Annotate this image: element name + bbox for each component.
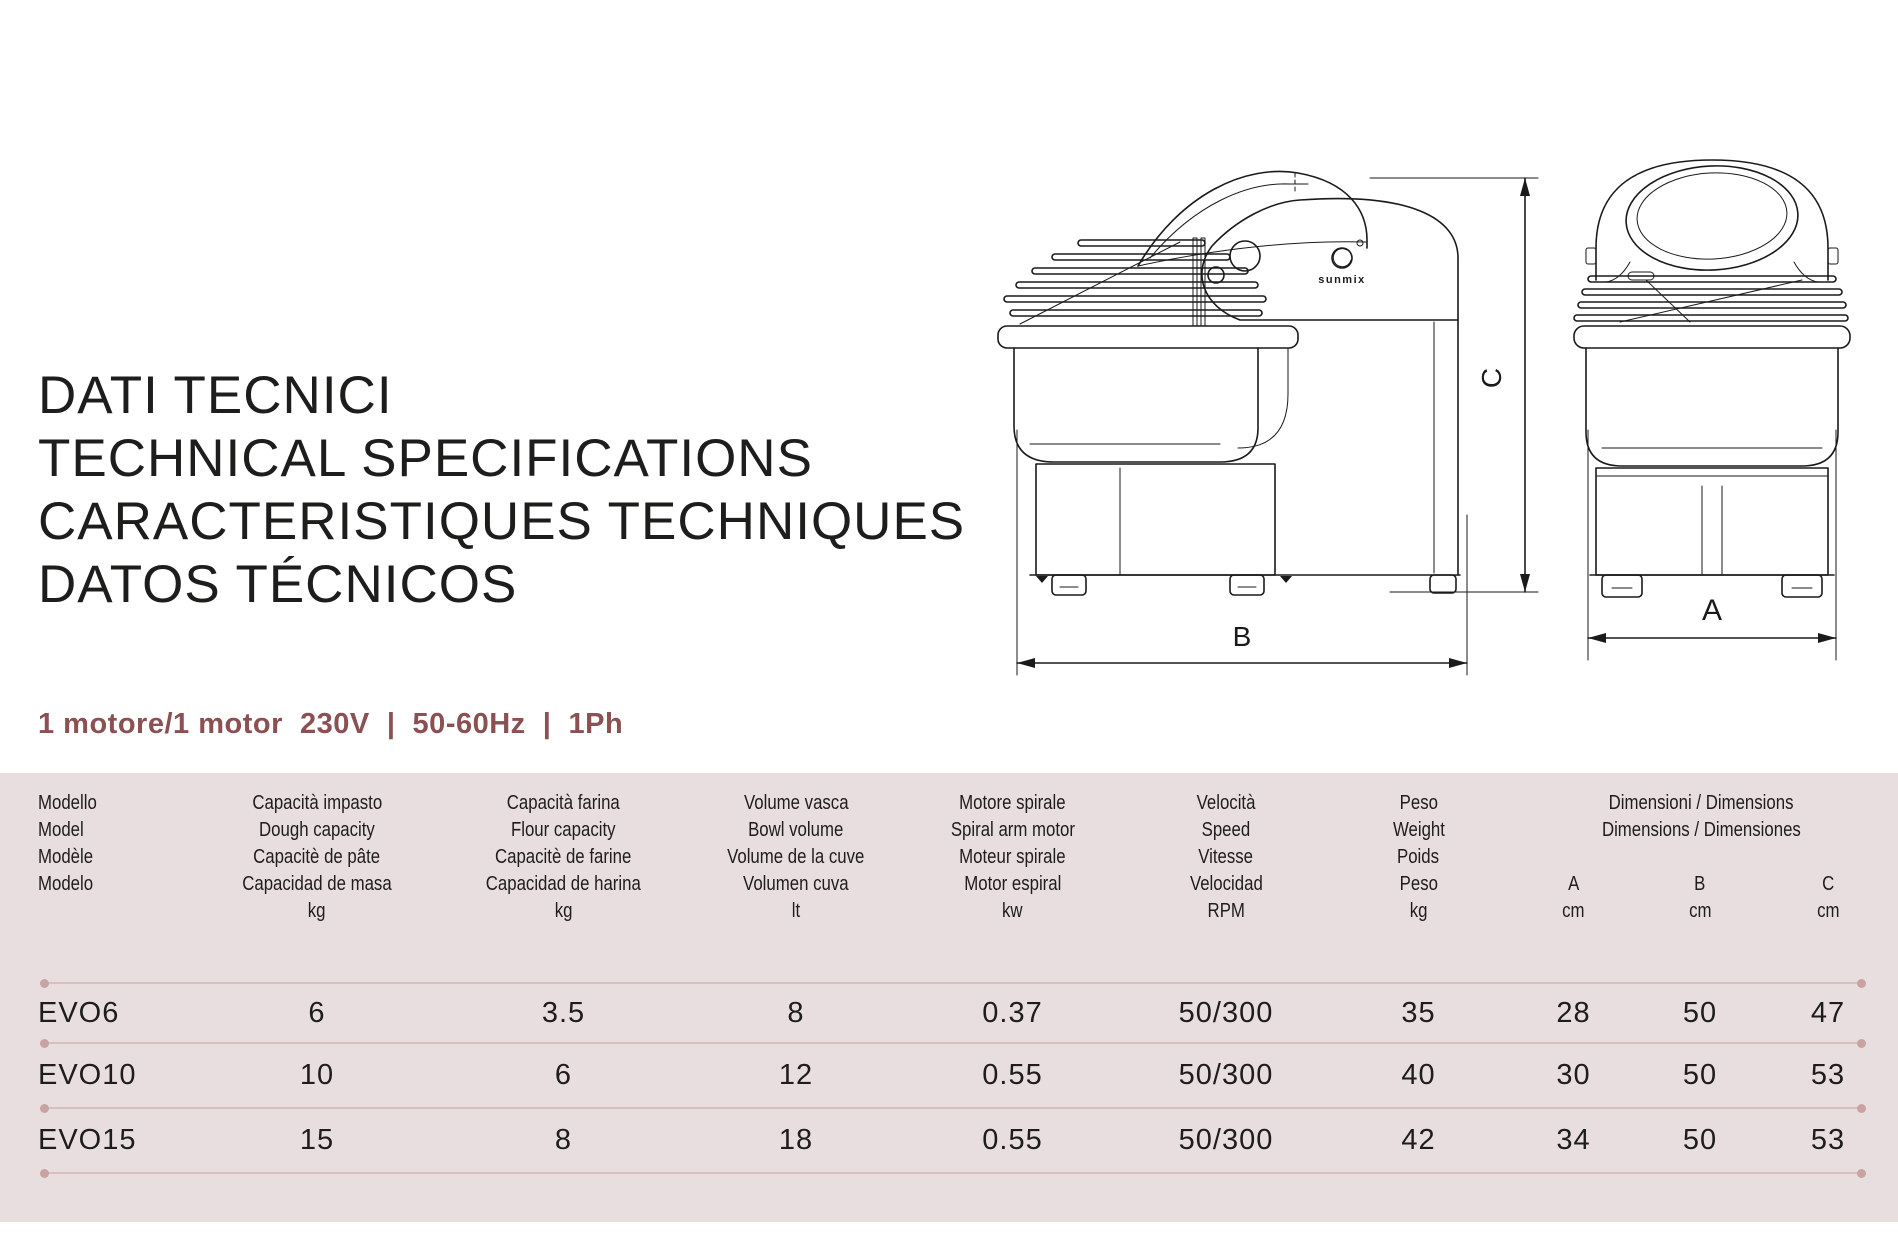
dimension-b — [1017, 430, 1467, 675]
value-flour: 6 — [554, 1059, 573, 1091]
header-motor-line3 — [905, 844, 1120, 871]
table-row-evo6 — [0, 984, 1898, 1042]
header-weight-line5 — [1332, 898, 1505, 925]
value-dim-c: 53 — [1810, 1059, 1846, 1091]
header-dough-line5-label: kg — [308, 900, 326, 922]
header-motor-line4-label: Motor espiral — [963, 873, 1062, 895]
header-dough-line2-label: Dough capacity — [259, 819, 375, 841]
header-model-line2 — [0, 817, 194, 844]
header-speed-line4-label: Velocidad — [1189, 873, 1263, 895]
header-speed-line5 — [1120, 898, 1332, 925]
header-dough-line1-label: Capacità impasto — [252, 792, 382, 814]
value-dim-a: 30 — [1556, 1059, 1591, 1091]
header-flour-line3-label: Capacitè de farine — [495, 846, 632, 868]
title-english: TECHNICAL SPECIFICATIONS — [38, 429, 813, 488]
header-dimensions-group-line1-label: Dimensioni / Dimensions — [1609, 792, 1794, 814]
header-flour-line1-label: Capacità farina — [506, 792, 621, 814]
front-view-drawing — [1574, 160, 1850, 660]
header-bowl-line2 — [687, 817, 905, 844]
header-speed-line3-label: Vitesse — [1198, 846, 1254, 868]
header-speed-line3 — [1120, 844, 1332, 871]
header-bowl-line5-label: lt — [791, 900, 801, 922]
header-flour-line5 — [440, 898, 687, 925]
header-weight-line4 — [1332, 871, 1505, 898]
title-italian: DATI TECNICI — [38, 366, 393, 425]
header-bowl-line3-label: Volume de la cuve — [727, 846, 865, 868]
header-model-line3 — [0, 844, 194, 871]
value-weight: 40 — [1401, 1059, 1436, 1091]
header-dim-a-line5-label: cm — [1562, 900, 1585, 922]
header-dim-b-line5 — [1642, 898, 1758, 925]
header-motor-line5-label: kw — [1002, 900, 1023, 922]
header-speed-line4 — [1120, 871, 1332, 898]
header-dough-line1 — [194, 790, 440, 817]
header-model-line4 — [0, 871, 194, 898]
value-motor: 0.37 — [982, 996, 1043, 1029]
header-dim-b-line5-label: cm — [1688, 900, 1712, 922]
value-dough: 15 — [299, 1124, 335, 1156]
value-bowl: 18 — [778, 1124, 814, 1156]
dimension-b-label: B — [1232, 621, 1252, 652]
header-flour-line4 — [440, 871, 687, 898]
header-weight-line5-label: kg — [1409, 900, 1428, 922]
value-dim-c: 47 — [1810, 996, 1846, 1029]
header-dim-a-line4 — [1505, 871, 1642, 898]
header-speed-line2 — [1120, 817, 1332, 844]
header-motor-line4 — [905, 871, 1120, 898]
header-speed-line5-label: RPM — [1207, 900, 1245, 922]
header-dough-line4 — [194, 871, 440, 898]
header-model-line3-label: Modèle — [38, 846, 94, 868]
header-weight-line3 — [1332, 844, 1505, 871]
header-dough-line2 — [194, 817, 440, 844]
side-view-drawing — [998, 171, 1467, 675]
header-dimensions-group-line1 — [1505, 790, 1898, 817]
page-title-block — [38, 364, 965, 616]
spec-table — [0, 773, 1898, 1222]
header-dim-b-line4-label: B — [1694, 873, 1706, 895]
header-bowl-line5 — [687, 898, 905, 925]
header-dough-line4-label: Capacidad de masa — [242, 873, 392, 895]
dimension-c-label: C — [1476, 367, 1507, 389]
value-speed: 50/300 — [1178, 1059, 1274, 1091]
value-weight: 35 — [1401, 996, 1436, 1029]
header-bowl-line3 — [687, 844, 905, 871]
header-flour-line2 — [440, 817, 687, 844]
header-weight-line2 — [1332, 817, 1505, 844]
row-separator — [44, 1172, 1862, 1174]
header-flour-line1 — [440, 790, 687, 817]
header-flour-line5-label: kg — [554, 900, 573, 922]
header-motor-line3-label: Moteur spirale — [959, 846, 1066, 868]
header-speed-line2-label: Speed — [1201, 819, 1251, 841]
header-dim-c-line4-label: C — [1821, 873, 1835, 895]
value-dim-c: 53 — [1810, 1124, 1846, 1156]
header-motor-line2-label: Spiral arm motor — [950, 819, 1075, 841]
table-row-evo15 — [0, 1109, 1898, 1172]
value-dim-b: 50 — [1682, 996, 1718, 1029]
header-dimensions-group-line2 — [1505, 817, 1898, 844]
header-weight-line3-label: Poids — [1397, 846, 1440, 868]
header-dim-c-line5 — [1758, 898, 1898, 925]
header-dough-line3-label: Capacitè de pâte — [253, 846, 381, 868]
value-bowl: 8 — [787, 996, 805, 1029]
header-dough-line3 — [194, 844, 440, 871]
dimension-a-label: A — [1701, 594, 1723, 627]
header-model-line2-label: Model — [38, 819, 84, 841]
header-weight-line1 — [1332, 790, 1505, 817]
header-flour-line3 — [440, 844, 687, 871]
value-speed: 50/300 — [1178, 1124, 1274, 1156]
header-dim-c-line5-label: cm — [1816, 900, 1840, 922]
header-dim-a-line4-label: A — [1567, 873, 1580, 895]
value-dough: 10 — [299, 1059, 335, 1091]
header-weight-line4-label: Peso — [1399, 873, 1438, 895]
header-model-line1 — [0, 790, 194, 817]
header-bowl-line1-label: Volume vasca — [743, 792, 849, 814]
header-dough-line5 — [194, 898, 440, 925]
value-flour: 3.5 — [541, 996, 586, 1029]
header-flour-line4-label: Capacidad de harina — [485, 873, 642, 895]
header-motor-line2 — [905, 817, 1120, 844]
model-name: EVO6 — [38, 996, 120, 1029]
header-bowl-line4 — [687, 871, 905, 898]
value-dim-b: 50 — [1682, 1059, 1718, 1091]
header-motor-line5 — [905, 898, 1120, 925]
model-name: EVO15 — [38, 1124, 137, 1156]
value-dim-a: 34 — [1556, 1124, 1591, 1156]
brand-logo-text: sunmix — [1318, 274, 1366, 286]
value-dough: 6 — [308, 996, 326, 1029]
header-dim-a-line5 — [1505, 898, 1642, 925]
value-bowl: 12 — [778, 1059, 814, 1091]
header-speed-line1 — [1120, 790, 1332, 817]
header-weight-line2-label: Weight — [1392, 819, 1445, 841]
title-french: CARACTERISTIQUES TECHNIQUES — [38, 492, 966, 551]
value-dim-b: 50 — [1682, 1124, 1718, 1156]
header-dimensions-group-line2-label: Dimensions / Dimensiones — [1602, 819, 1801, 841]
header-flour-line2-label: Flour capacity — [511, 819, 616, 841]
value-flour: 8 — [554, 1124, 573, 1156]
header-bowl-line4-label: Volumen cuva — [743, 873, 849, 895]
header-speed-line1-label: Velocità — [1196, 792, 1256, 814]
title-spanish: DATOS TÉCNICOS — [38, 555, 518, 614]
value-dim-a: 28 — [1556, 996, 1591, 1029]
header-motor-line1 — [905, 790, 1120, 817]
model-name: EVO10 — [38, 1059, 137, 1091]
dimension-a — [1588, 430, 1836, 660]
table-row-evo10 — [0, 1044, 1898, 1107]
header-bowl-line1 — [687, 790, 905, 817]
header-dim-b-line4 — [1642, 871, 1758, 898]
header-model-line4-label: Modelo — [38, 873, 94, 895]
header-bowl-line2-label: Bowl volume — [748, 819, 844, 841]
value-speed: 50/300 — [1178, 996, 1274, 1029]
spec-table-header — [0, 790, 1898, 925]
value-weight: 42 — [1401, 1124, 1436, 1156]
value-motor: 0.55 — [982, 1059, 1043, 1091]
technical-drawings — [990, 130, 1870, 700]
value-motor: 0.55 — [982, 1124, 1043, 1156]
brand-logo — [1318, 240, 1366, 286]
header-dim-c-line4 — [1758, 871, 1898, 898]
header-model-line1-label: Modello — [38, 792, 97, 814]
header-weight-line1-label: Peso — [1399, 792, 1438, 814]
power-spec-line: 1 motore/1 motor 230V | 50-60Hz | 1Ph — [38, 708, 624, 740]
header-motor-line1-label: Motore spirale — [959, 792, 1066, 814]
